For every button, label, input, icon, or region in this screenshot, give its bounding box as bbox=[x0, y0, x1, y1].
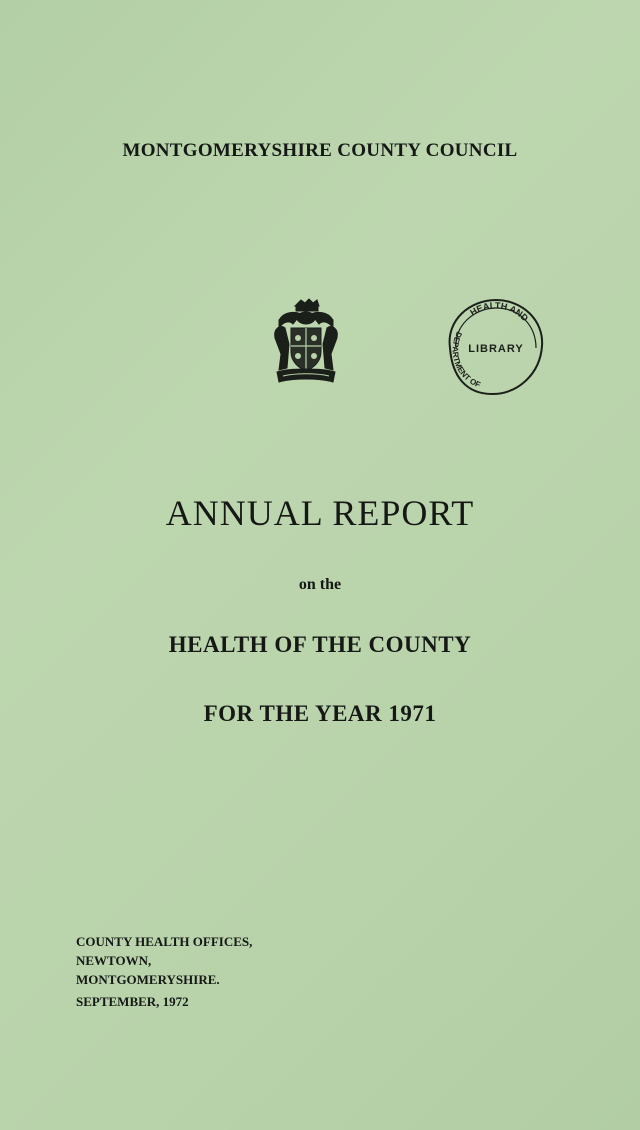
report-title: ANNUAL REPORT bbox=[165, 493, 475, 533]
address-line: MONTGOMERYSHIRE. bbox=[76, 972, 220, 987]
svg-text:DEPARTMENT OF: DEPARTMENT OF bbox=[450, 330, 482, 390]
council-name: MONTGOMERYSHIRE COUNTY COUNCIL bbox=[122, 140, 518, 161]
address-line: NEWTOWN, bbox=[76, 953, 152, 968]
svg-text:HEALTH AND: HEALTH AND bbox=[468, 300, 531, 324]
report-year: FOR THE YEAR 1971 bbox=[203, 701, 437, 726]
address-line: COUNTY HEALTH OFFICES, bbox=[76, 934, 253, 949]
library-stamp-icon bbox=[440, 290, 550, 402]
coat-of-arms-icon bbox=[271, 298, 341, 388]
title-connector: on the bbox=[298, 576, 342, 593]
svg-text:LIBRARY: LIBRARY bbox=[468, 343, 524, 355]
address-block bbox=[76, 932, 252, 1011]
publication-date: SEPTEMBER, 1972 bbox=[76, 994, 189, 1009]
report-subject: HEALTH OF THE COUNTY bbox=[168, 632, 472, 657]
